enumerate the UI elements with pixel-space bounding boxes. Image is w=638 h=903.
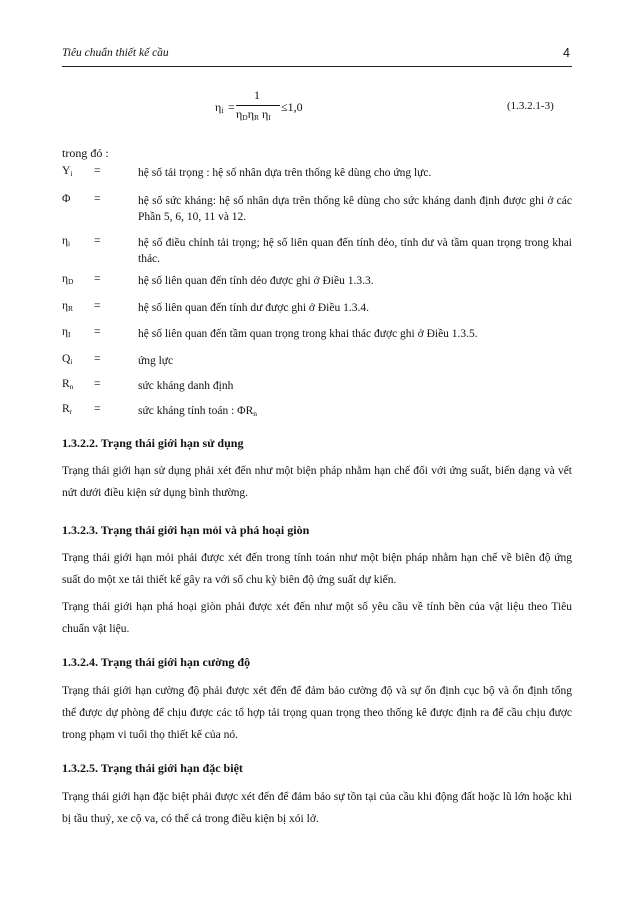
def-equals: = — [94, 193, 101, 205]
den-sub-r: R — [253, 113, 259, 122]
def-symbol-main: Y — [62, 165, 71, 177]
def-symbol-sub: i — [70, 357, 73, 366]
formula-equals: = — [228, 100, 235, 114]
def-symbol-sub: I — [68, 330, 71, 339]
def-symbol-sub: i — [68, 239, 71, 248]
section-paragraph: Trạng thái giới hạn mỏi phải được xét đến trong tính toán như một biện pháp nhằm hạn chế về biên độ ứng suất do một xe tải thiết kế gây ra với số chu kỳ biên độ ứng suất dự kiến. — [62, 552, 572, 586]
formula-reference: (1.3.2.1-3) — [507, 100, 554, 112]
def-text: sức kháng danh định — [138, 380, 234, 392]
formula-lhs-sub: i — [221, 106, 224, 115]
def-symbol — [62, 193, 70, 205]
def-symbol-sub: r — [69, 407, 73, 416]
def-text — [138, 403, 572, 422]
def-symbol — [62, 353, 72, 366]
def-symbol-main: η — [62, 300, 69, 312]
def-text: ứng lực — [138, 355, 174, 367]
def-symbol-sub: i — [70, 169, 73, 178]
section-paragraph: Trạng thái giới hạn sử dụng phải xét đến như một biện pháp nhằm hạn chế đối với ứng suất, biến dạng và vết nứt dưới điều kiện sử dụng bình thường. — [62, 465, 572, 499]
header-title: Tiêu chuẩn thiết kế cầu — [62, 47, 169, 59]
def-equals: = — [94, 326, 101, 338]
page-number: 4 — [563, 46, 570, 60]
def-text: hệ số liên quan đến tầm quan trọng trong khai thác được ghi ở Điều 1.3.5. — [138, 328, 478, 340]
def-symbol-main: Q — [62, 353, 71, 365]
section-paragraph: Trạng thái giới hạn cường độ phải được xét đến để đảm bảo cường độ và sự ổn định cục bộ và ổn định tổng thể được dự phòng để chịu được các tổ hợp tải trọng quan trọng theo thống kê được định ra để cầu chịu được trong phạm vi tuổi thọ thiết kế của nó. — [62, 685, 572, 741]
def-symbol-main: R — [62, 378, 70, 390]
def-equals: = — [94, 378, 101, 390]
def-equals: = — [94, 235, 101, 247]
def-text: hệ số điều chỉnh tải trọng; hệ số liên quan đến tính dẻo, tính dư và tầm quan trọng trong khai thác. — [138, 237, 572, 265]
def-symbol — [62, 326, 71, 339]
def-text: hệ số liên quan đến tính dư được ghi ở Điều 1.3.4. — [138, 302, 369, 314]
den-eta-i: η — [262, 107, 269, 121]
def-equals: = — [94, 165, 101, 177]
formula-numerator: 1 — [254, 88, 260, 102]
def-symbol — [62, 235, 70, 248]
formula-1-3-2-1-3 — [0, 0, 638, 122]
def-text: hệ số tải trọng : hệ số nhân dựa trên thống kê dùng cho ứng lực. — [138, 167, 432, 179]
den-sub-d: D — [242, 113, 248, 122]
def-symbol-sub: n — [69, 382, 74, 391]
den-eta-d: η — [236, 107, 243, 121]
where-label: trong đó : — [62, 146, 109, 160]
def-equals: = — [94, 353, 101, 365]
fraction-line — [236, 105, 280, 106]
section-paragraph: Trạng thái giới hạn đặc biệt phải được xét đến để đảm bảo sự tồn tại của cầu khi động đất hoặc lũ lớn hoặc khi bị tầu thuỷ, xe cộ va, có thể cả trong điều kiện bị xói lở. — [62, 791, 572, 825]
def-text-sub: n — [253, 409, 258, 418]
def-symbol — [62, 300, 73, 313]
section-heading-1-3-2-4: 1.3.2.4. Trạng thái giới hạn cường độ — [62, 655, 251, 669]
def-symbol-main: η — [62, 273, 69, 285]
def-symbol-main: η — [62, 235, 69, 247]
def-equals: = — [94, 403, 101, 415]
section-paragraph: Trạng thái giới hạn phá hoại giòn phải được xét đến như một số yêu cầu về tính bền của vật liệu theo Tiêu chuẩn vật liệu. — [62, 601, 572, 635]
den-sub-i: I — [268, 113, 271, 122]
den-eta-r: η — [247, 107, 254, 121]
formula-denominator — [236, 107, 271, 122]
def-symbol — [62, 403, 72, 416]
def-text-main: sức kháng tính toán : ΦR — [138, 405, 254, 417]
def-equals: = — [94, 300, 101, 312]
def-symbol-sub: R — [68, 304, 74, 313]
formula-rhs: ≤1,0 — [281, 100, 303, 114]
def-symbol — [62, 273, 73, 286]
def-text: hệ số sức kháng: hệ số nhân dựa trên thống kê dùng cho sức kháng danh định được ghi ở các Phần 5, 6, 10, 11 và 12. — [138, 195, 572, 223]
section-heading-1-3-2-2: 1.3.2.2. Trạng thái giới hạn sử dụng — [62, 436, 244, 450]
def-symbol — [62, 165, 72, 178]
formula-lhs-symbol: η — [215, 100, 222, 114]
def-symbol-main: Φ — [62, 193, 71, 205]
def-symbol-sub: D — [68, 277, 74, 286]
def-symbol-main: η — [62, 326, 69, 338]
formula-lhs — [215, 100, 224, 115]
def-text: hệ số liên quan đến tính dẻo được ghi ở Điều 1.3.3. — [138, 275, 374, 287]
section-heading-1-3-2-5: 1.3.2.5. Trạng thái giới hạn đặc biệt — [62, 761, 243, 775]
def-symbol — [62, 378, 73, 391]
def-equals: = — [94, 273, 101, 285]
def-symbol-main: R — [62, 403, 70, 415]
section-heading-1-3-2-3: 1.3.2.3. Trạng thái giới hạn mỏi và phá hoại giòn — [62, 523, 310, 537]
